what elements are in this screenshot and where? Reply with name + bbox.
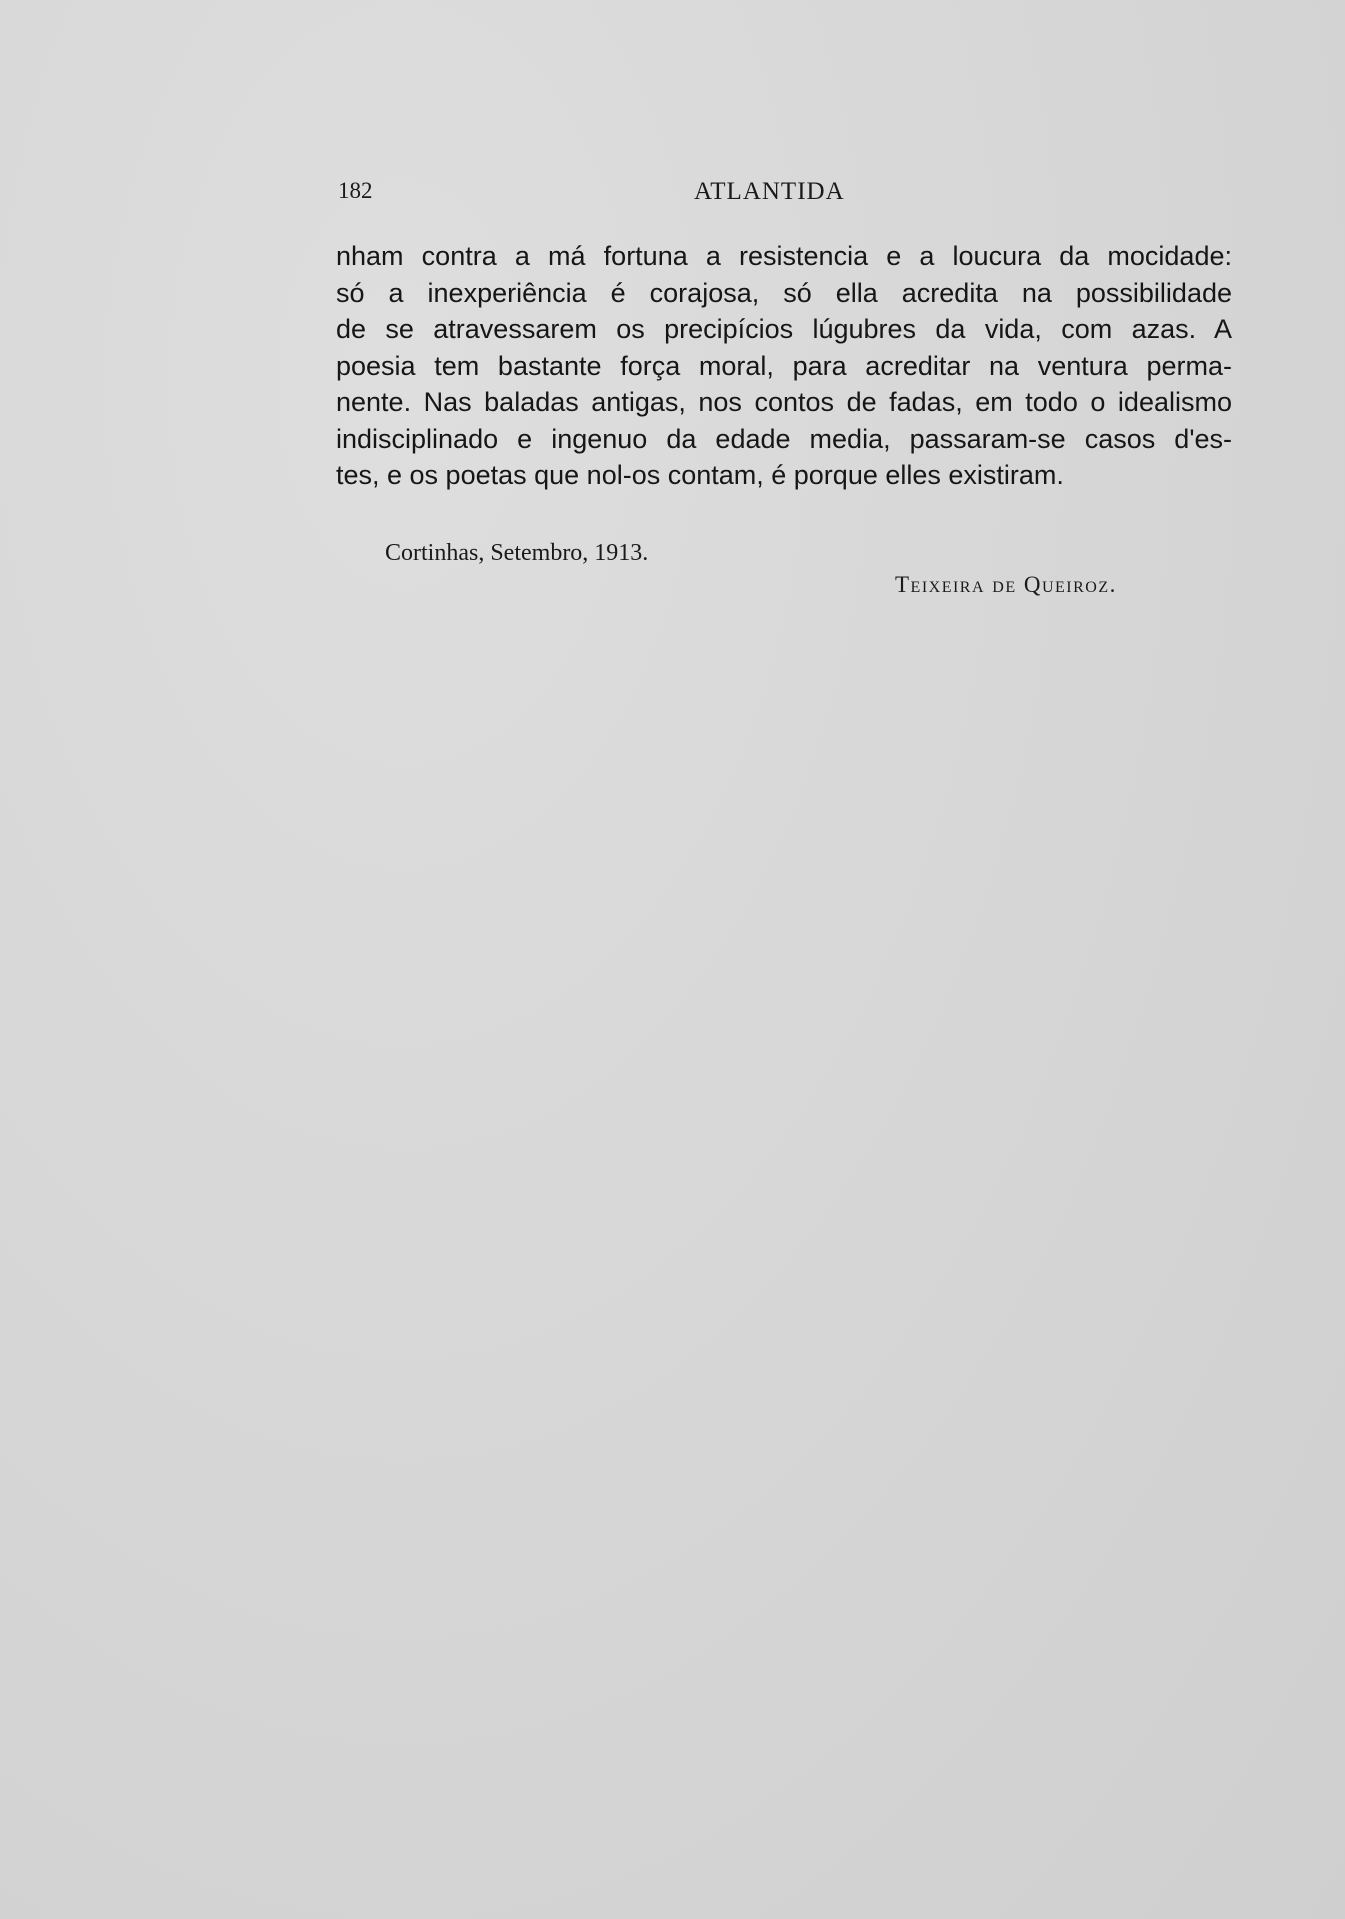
page-header: [338, 178, 1240, 214]
running-title: ATLANTIDA: [694, 178, 845, 205]
text-line: nham contra a má fortuna a resistencia e a loucura da mocidade:: [336, 241, 1232, 271]
text-line: tes, e os poetas que nol-os contam, é porque elles existiram.: [336, 460, 1064, 490]
author-signature: Teixeira de Queiroz.: [895, 572, 1117, 597]
text-line: poesia tem bastante força moral, para acreditar na ventura perma-: [336, 350, 1232, 381]
text-line: de se atravessarem os precipícios lúgubres da vida, com azas. A: [336, 314, 1232, 344]
page-number: 182: [338, 178, 373, 203]
text-line: só a inexperiência é corajosa, só ella acredita na possibilidade: [336, 277, 1232, 308]
body-paragraph: [336, 238, 1232, 494]
text-line: indisciplinado e ingenuo da edade media, passaram-se casos d'es-: [336, 423, 1232, 454]
text-line: nente. Nas baladas antigas, nos contos de fadas, em todo o idealismo: [336, 387, 1232, 417]
dateline: Cortinhas, Setembro, 1913.: [385, 540, 649, 566]
